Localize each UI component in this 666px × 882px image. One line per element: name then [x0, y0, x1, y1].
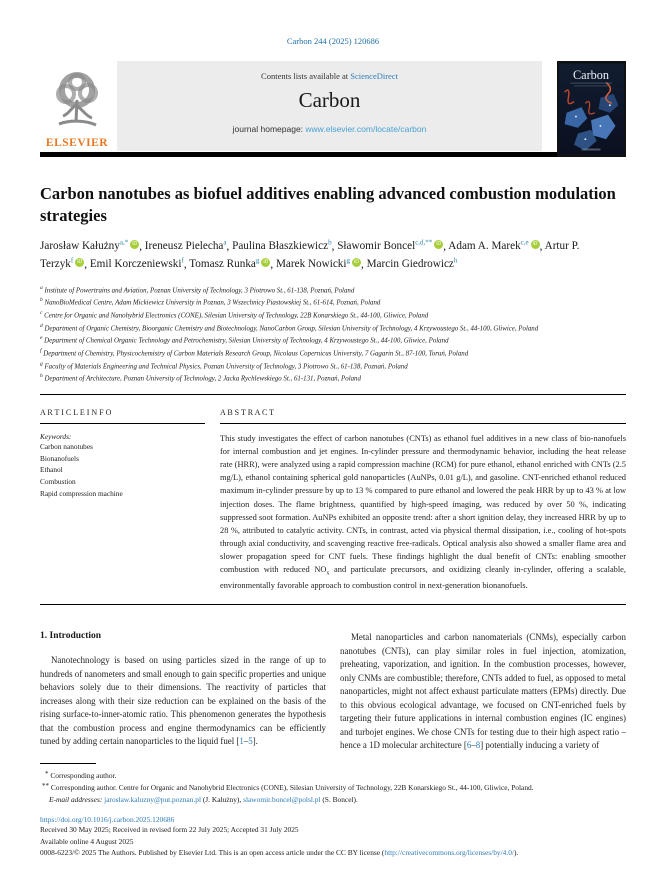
inline-link[interactable]: 8: [475, 740, 481, 751]
cover-title-text: Carbon: [573, 67, 610, 82]
footnote-divider: [40, 763, 96, 764]
inline-link[interactable]: http://creativecommons.org/licenses/by/4.0/: [384, 847, 514, 857]
cover-thumbnail: [542, 61, 626, 151]
homepage-prefix: journal homepage:: [232, 124, 306, 134]
inline-link[interactable]: 1: [239, 736, 244, 747]
author: Ireneusz Pielecha$^a$: [144, 238, 227, 253]
inline-link[interactable]: jaroslaw.kaluzny@put.poznan.pl: [104, 794, 201, 804]
abstract-heading: A B S T R A C T: [220, 408, 626, 424]
journal-header: [40, 61, 626, 151]
abstract-text: This study investigates the effect of carbon nanotubes (CNTs) as ethanol fuel additives in a new class of bio-nanofuels for internal combustion and jet engines. In-cylinder pressure and thermodynamic behavior, including the heat release rate (HRR), were analyzed using a rapid compression machine (RCM) for pure ethanol, ethanol enriched with CNTs (2.5 mg/L), ethanol containing spherical gold nanoparticles (AuNPs, 0.01 g/L), and gasoline. CNT-enriched ethanol reduced maximum in-cylinder pressure by up to 13 % compared to pure ethanol and lowered the peak HRR by up to 43 % at low injection doses. The flame brightness, quantified by high-speed imaging, was reduced by over 50 %, indicating suppressed soot formation. AuNPs exhibited an opposite trend: after a short ignition delay, they increased HRR by up to 28 %, attributed to catalytic activity. CNTs, in contrast, acted via physical thermal dissipation, i.e., cooling of hot-spots through axial conductivity, and scavenging reactive free-radicals. Optical analysis also showed a smaller flame area and slower propagation speed for CNT fuels. These findings highlight the dual benefit of CNTs: enabling smoother combustion with reduced $NO_x$ and particulate precursors, and oxidizing cleanly in-cylinder, offering a scalable, environmentally favorable approach to combustion control in next-generation bionanofuels.: [220, 433, 626, 591]
author: Artur P. Terzyk$^f$ iD: [40, 240, 580, 271]
affiliation-item: $^b$ NanoBioMedical Centre, Adam Mickiewicz University in Poznan, 3 Wszechnicy Piastowskiej St., 61-614, Poznań, Poland: [40, 297, 381, 307]
received-dates-line: Received 30 May 2025; Received in revised form 22 July 2025; Accepted 31 July 2025: [40, 825, 299, 835]
article-info-column: [40, 408, 205, 592]
keyword-item: Rapid compression machine: [40, 488, 123, 498]
keyword-item: Ethanol: [40, 465, 63, 475]
affiliation-list: [40, 284, 626, 385]
intro-right-paragraph: Metal nanoparticles and carbon nanomaterials (CNMs), especially carbon nanotubes (CNTs), can play similar roles in fuel injection, atomization, preheating, vaporization, and ignition. In the combustion processes, however, only CNMs are combustible; therefore, CNTs added to fuel, as opposed to metal nanoparticles, might not affect exhaust particulate matters (EPMs) directly. Due to this obvious ecological advantage, we focused on CNT-enriched fuels by targeting their future applications in internal combustion engines (IC engines) and turbojet engines. We chose CNTs for testing due to their high aspect ratio – hence a 1D molecular architecture [6–8] potentially inducing a variety of: [340, 632, 626, 751]
author: Marek Nowicki$^g$ iD: [276, 258, 361, 270]
homepage-line: [117, 124, 542, 134]
orcid-icon[interactable]: iD: [75, 258, 84, 267]
keyword-item: Combustion: [40, 476, 76, 486]
fn1-text: Corresponding author.: [48, 770, 117, 780]
keywords-list: [40, 441, 205, 499]
orcid-icon[interactable]: iD: [434, 240, 443, 249]
available-online-line: Available online 4 August 2025: [40, 836, 134, 846]
author: Tomasz Runka$^g$ iD: [189, 258, 270, 270]
info-abstract-section: [40, 395, 626, 592]
homepage-link[interactable]: www.elsevier.com/locate/carbon: [305, 124, 427, 134]
contents-line: [117, 71, 542, 81]
affiliation-item: $^e$ Department of Chemical Organic Technology and Petrochemistry, Silesian University of Technology, 4 Krzywoustego St., 44-100, Gliwice, Poland: [40, 335, 449, 345]
corresponding-author-note-2: [40, 781, 626, 793]
journal-title: Carbon: [298, 88, 361, 112]
orcid-icon[interactable]: iD: [130, 240, 139, 249]
affiliation-item: $^a$ Institute of Powertrains and Aviation, Poznan University of Technology, 3 Piotrowo St., 61-138, Poznań, Poland: [40, 284, 355, 295]
author: Marcin Giedrowicz$^h$: [366, 256, 458, 271]
inline-link[interactable]: 5: [248, 736, 253, 747]
author: Paulina Błaszkiewicz$^b$: [232, 238, 332, 253]
inline-link[interactable]: 6: [466, 740, 472, 751]
doi-link-line: [40, 815, 626, 824]
elsevier-tree-icon: [49, 70, 105, 136]
introduction-section: [40, 631, 626, 753]
section-divider-bottom: [40, 604, 626, 605]
elsevier-logo: [40, 61, 114, 151]
intro-right-column: [340, 631, 626, 753]
affiliation-item: $^f$ Department of Chemistry, Physicochemistry of Carbon Materials Research Group, Nicolaus Copernicus University, 7 Gagarin St., 87-100, Toruń, Poland: [40, 348, 469, 358]
sciencedirect-link[interactable]: ScienceDirect: [350, 71, 398, 81]
journal-banner: [117, 61, 542, 151]
double-asterisk-marker: **: [42, 782, 49, 791]
elsevier-wordmark: ELSEVIER: [45, 137, 109, 149]
issn-copyright-line: 0008-6223/© 2025 The Authors. Published by Elsevier Ltd. This is an open access article under the CC BY license (http://creativecommons.org/licenses/by/4.0/).: [40, 847, 519, 857]
author: Emil Korczeniewski$^f$: [89, 256, 184, 271]
contents-prefix: Contents lists available at: [261, 71, 351, 81]
keyword-item: Carbon nanotubes: [40, 441, 93, 451]
journal-citation: Carbon 244 (2025) 120686: [286, 36, 380, 46]
intro-left-column: [40, 631, 326, 753]
journal-cover-image: [557, 61, 626, 157]
author: Jarosław Kałużny$^{a,*}$ iD: [40, 240, 139, 252]
orcid-icon[interactable]: iD: [352, 258, 361, 267]
affiliation-item: $^c$ Centre for Organic and Nanohybrid Electronics (CONE), Silesian University of Technology, 22B Konarskiego St., 44-100, Gliwice, Poland: [40, 310, 429, 320]
article-title: Carbon nanotubes as biofuel additives enabling advanced combustion modulation strategies: [40, 184, 616, 226]
keyword-item: Bionanofuels: [40, 453, 79, 463]
article-info-heading: A R T I C L E I N F O: [40, 408, 205, 424]
author: Sławomir Boncel$^{c,d,**}$ iD: [337, 240, 443, 252]
affiliation-item: $^d$ Department of Organic Chemistry, Bioorganic Chemistry and Biotechnology, NanoCarbon Group, Silesian University of Technology, 4 Krzywoustego St., 44-100, Gliwice, Poland: [40, 322, 539, 332]
author-list: Jarosław Kałużny$^{a,*}$ iD , Ireneusz Pielecha$^a$, Paulina Błaszkiewicz$^b$, Sławomir Boncel$^{c,d,**}$ iD , Adam A. Marek$^{c,e}$ iD , Artur P. Terzyk$^f$ iD , Emil Korczeniewski$^f$, Tomasz Runka$^g$ iD , Marek Nowicki$^g$ iD , Marcin Giedrowicz$^h$: [40, 238, 580, 271]
affiliation-item: $^g$ Faculty of Materials Engineering and Technical Physics, Poznan University of Technology, 3 Piotrowo St., 61-138, Poznań, Poland: [40, 360, 408, 370]
intro-left-paragraph: Nanotechnology is based on using particles sized in the range of up to hundreds of nanometers and small enough to gain specific properties and unique behaviors solely due to their dimensions. The reactivity of particles that increases along with their size reduction can be explained on the basis of the rising surface-to-inner-atomic ratio. This phenomenon generates the hypothesis that the combustion process and engine thermodynamics can be efficiently tuned by adding certain nanoparticles to the liquid fuel [1–5].: [40, 655, 326, 747]
keywords-label: Keywords:: [40, 431, 72, 441]
inline-link[interactable]: slawomir.boncel@polsl.pl: [243, 794, 321, 804]
email-addresses-line: E-mail addresses: jaroslaw.kaluzny@put.poznan.pl (J. Kałużny), slawomir.boncel@polsl.pl (S. Boncel).: [49, 794, 358, 804]
asterisk-marker: *: [45, 769, 49, 778]
corresponding-author-note-1: [40, 769, 626, 781]
footnotes: [40, 769, 626, 805]
orcid-icon[interactable]: iD: [261, 258, 270, 267]
orcid-icon[interactable]: iD: [531, 240, 540, 249]
introduction-heading: 1. Introduction: [40, 631, 102, 642]
affiliation-item: $^h$ Department of Architecture, Poznan University of Technology, 2 Jacka Rychlewskiego St., 61-131, Poznań, Poland: [40, 373, 361, 383]
author: Adam A. Marek$^{c,e}$ iD: [448, 240, 539, 252]
doi-link[interactable]: https://doi.org/10.1016/j.carbon.2025.120686: [40, 815, 175, 825]
header-divider-bar: [40, 152, 626, 157]
fn2-text: Corresponding author. Centre for Organic and Nanohybrid Electronics (CONE), Silesian University of Technology, 22B Konarskiego St., 44-100, Gliwice, Poland.: [49, 783, 534, 793]
abstract-column: [220, 408, 626, 592]
